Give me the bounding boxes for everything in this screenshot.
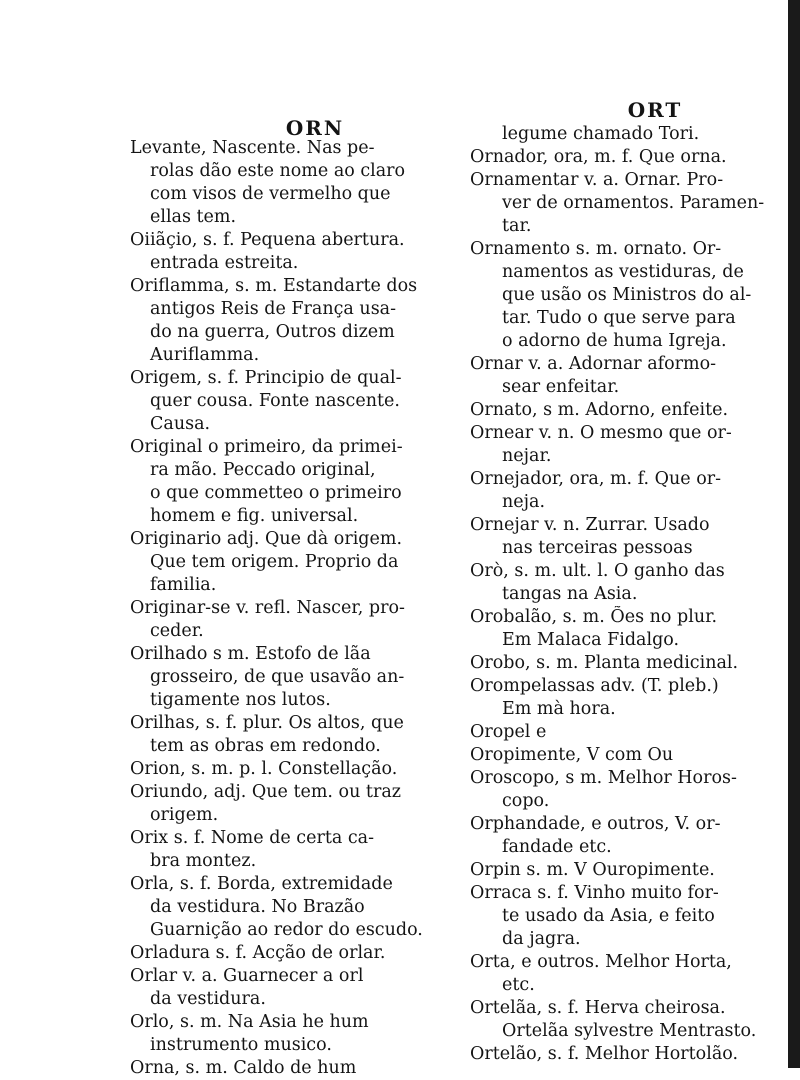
text-line: Ornear v. n. O mesmo que or- [470,423,732,443]
text-line: Ornejar v. n. Zurrar. Usado [470,515,710,535]
text-line: Guarnição ao redor do escudo. [150,920,423,940]
text-line: da vestidura. No Brazão [150,897,365,917]
text-line: legume chamado Tori. [502,124,700,144]
text-line: Orilhado s m. Estofo de lãa [130,644,371,664]
text-line: te usado da Asia, e feito [502,906,715,926]
text-line: Em Malaca Fidalgo. [502,630,680,650]
text-line: com visos de vermelho que [150,184,391,204]
text-line: Orphandade, e outros, V. or- [470,814,721,834]
text-line: ra mão. Peccado original, [150,460,376,480]
text-line: o que commetteo o primeiro [150,483,402,503]
right-column-entries [470,123,764,1066]
text-line: neja. [502,492,546,512]
text-line: Oropel e [470,722,547,742]
text-line: Oiiãçio, s. f. Pequena abertura. [130,230,405,250]
text-line: Orion, s. m. p. l. Constellação. [130,759,398,779]
text-line: bra montez. [150,851,257,871]
text-line: Oroscopo, s m. Melhor Horos- [470,768,737,788]
text-line: Orla, s. f. Borda, extremidade [130,874,393,894]
text-line: Ornejador, ora, m. f. Que or- [470,469,722,489]
text-line: sear enfeitar. [502,377,620,397]
text-line: Causa. [150,414,211,434]
text-line: o adorno de huma Igreja. [502,331,727,351]
text-line: tar. [502,216,532,236]
text-line: da jagra. [502,929,581,949]
text-line: Orò, s. m. ult. l. O ganho das [470,561,725,581]
text-line: Originario adj. Que dà origem. [130,529,403,549]
text-line: tigamente nos lutos. [150,690,331,710]
text-line: Origem, s. f. Principio de qual- [130,368,402,388]
text-line: Auriflamma. [150,345,260,365]
text-line: Orlo, s. m. Na Asia he hum [130,1012,369,1032]
text-line: rolas dão este nome ao claro [150,161,406,181]
text-line: copo. [502,791,550,811]
text-line: nejar. [502,446,552,466]
text-line: Levante, Nascente. Nas pe- [130,138,375,158]
text-line: Ornamentar v. a. Ornar. Pro- [470,170,724,190]
text-line: Orilhas, s. f. plur. Os altos, que [130,713,404,733]
text-line: entrada estreita. [150,253,299,273]
text-line: antigos Reis de França usa- [150,299,397,319]
text-line: da vestidura. [150,989,266,1009]
text-line: tem as obras em redondo. [150,736,381,756]
text-line: Ortelão, s. f. Melhor Hortolão. [470,1044,739,1064]
text-line: Orompelassas adv. (T. pleb.) [470,676,719,696]
left-column-entries [130,137,423,1080]
text-line: ver de ornamentos. Paramen- [502,193,765,213]
page-edge-shadow [788,0,800,1068]
text-line: namentos as vestiduras, de [502,262,744,282]
text-line: fandade etc. [502,837,612,857]
text-line: Orobalão, s. m. Ões no plur. [470,607,718,627]
text-line: Ornamento s. m. ornato. Or- [470,239,722,259]
text-line: Orna, s. m. Caldo de hum [130,1058,357,1078]
text-line: Orlar v. a. Guarnecer a orl [130,966,364,986]
text-line: grosseiro, de que usavão an- [150,667,405,687]
text-line: origem. [150,805,219,825]
right-column-header: ORT [627,98,683,122]
text-line: familia. [150,575,217,595]
text-line: Orpin s. m. V Ouropimente. [470,860,715,880]
text-line: Original o primeiro, da primei- [130,437,403,457]
text-line: Que tem origem. Proprio da [150,552,399,572]
text-line: Ornato, s m. Adorno, enfeite. [470,400,729,420]
text-line: Originar-se v. refl. Nascer, pro- [130,598,405,618]
text-line: Orraca s. f. Vinho muito for- [470,883,719,903]
text-line: quer cousa. Fonte nascente. [150,391,400,411]
text-line: ellas tem. [150,207,237,227]
text-line: instrumento musico. [150,1035,332,1055]
text-line: que usão os Ministros do al- [502,285,752,305]
text-line: Em mà hora. [502,699,616,719]
text-line: nas terceiras pessoas [502,538,693,558]
text-line: do na guerra, Outros dizem [150,322,395,342]
text-line: tar. Tudo o que serve para [502,308,736,328]
text-line: homem e fig. universal. [150,506,359,526]
text-line: Ornador, ora, m. f. Que orna. [470,147,727,167]
text-line: Oropimente, V com Ou [470,745,674,765]
text-line: Ornar v. a. Adornar aformo- [470,354,717,374]
text-line: ceder. [150,621,204,641]
text-line: Oriundo, adj. Que tem. ou traz [130,782,401,802]
text-line: Orobo, s. m. Planta medicinal. [470,653,739,673]
text-line: Orladura s. f. Acção de orlar. [130,943,386,963]
text-line: tangas na Asia. [502,584,638,604]
text-line: Orix s. f. Nome de certa ca- [130,828,375,848]
left-column-header: ORN [285,116,345,140]
text-line: Orta, e outros. Melhor Horta, [470,952,732,972]
text-line: etc. [502,975,535,995]
text-line: Oriflamma, s. m. Estandarte dos [130,276,418,296]
text-line: Ortelãa, s. f. Herva cheirosa. [470,998,726,1018]
text-line: Ortelãa sylvestre Mentrasto. [502,1021,757,1041]
